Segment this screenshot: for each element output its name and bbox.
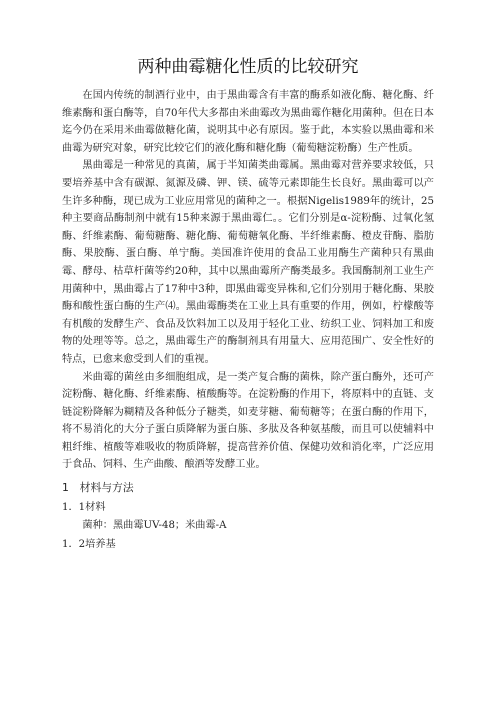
subsection-heading-media: 1．2培养基	[62, 539, 116, 551]
document-body	[62, 87, 434, 554]
subsection-heading-materials: 1．1材料	[62, 502, 106, 514]
strain-list: 菌种：黑曲霉UV-48；米曲霉-A	[82, 520, 227, 532]
document-title: 两种曲霉糖化性质的比较研究	[137, 57, 359, 77]
paragraph-aspergillus-oryzae: 米曲霉的菌丝由多细胞组成，是一类产复合酶的菌株，除产蛋白酶外，还可产淀粉酶、糖化酶、纤维素酶、植酸酶等。在淀粉酶的作用下，将原料中的直链、支链淀粉降解为糊精及各种低分子糖类，如麦芽糖、葡萄糖等；在蛋白酶的作用下，将不易消化的大分子蛋白质降解为蛋白胨、多肽及各种氨基酸，而且可以使辅料中粗纤维、植酸等难吸收的物质降解，提高营养价值、保健功效和消化率，广泛应用于食品、饲料、生产曲酸、酿酒等发酵工业。	[62, 371, 434, 471]
section-heading-materials-methods: 1 材料与方法	[62, 481, 134, 495]
paragraph-aspergillus-niger: 黑曲霉是一种常见的真菌，属于半知菌类曲霉属。黑曲霉对营养要求较低，只要培养基中含有碳源、氮源及磷、钾、镁、硫等元素即能生长良好。黑曲霉可以产生许多种酶，现已成为工业应用常见的菌种之一。根据Nigelis1989年的统计，25种主要商品酶制剂中就有15种来源于黑曲霉仁。。它们分别是α-淀粉酶、过氧化氢酶、纤维素酶、葡萄糖酶、糖化酶、葡萄糖氧化酶、半纤维素酶、橙皮苷酶、脂肪酶、果胶酶、蛋白酶、单宁酶。美国准许使用的食品工业用酶生产菌种只有黑曲霉、酵母、枯草杆菌等约20种，其中以黑曲霉所产酶类最多。我国酶制剂工业生产用菌种中，黑曲霉占了17种中3种，即黑曲霉变异株和,它们分别用于糖化酶、果胶酶和酸性蛋白酶的生产⑷。黑曲霉酶类在工业上具有重要的作用，例如，柠檬酸等有机酸的发酵生产、食品及饮料加工以及用于轻化工业、纺织工业、饲料加工和废物的处理等等。总之，黑曲霉生产的酶制剂具有用量大、应用范围广、安全性好的特点，已愈来愈受到人们的重视。	[62, 160, 434, 365]
paragraph-intro: 在国内传统的制酒行业中，由于黑曲霉含有丰富的酶系如液化酶、糖化酶、纤维素酶和蛋白酶等，自70年代大多都由米曲霉改为黑曲霉作糖化用菌种。但在日本迄今仍在采用米曲霉做糖化菌，说明其中必有原因。鉴于此，本实验以黑曲霉和米曲霉为研究对象，研究比较它们的液化酶和糖化酶（葡萄糖淀粉酶）生产性质。	[62, 90, 434, 154]
